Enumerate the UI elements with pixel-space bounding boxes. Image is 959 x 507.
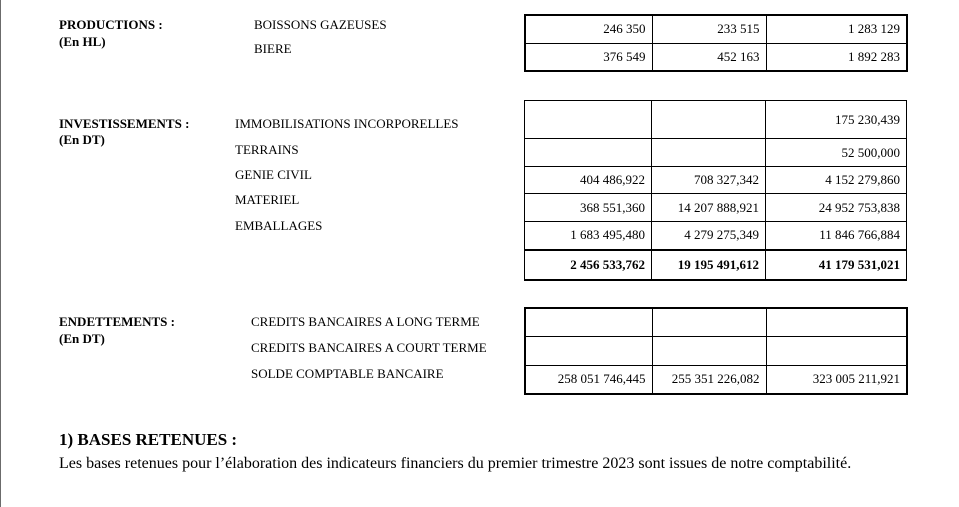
table-cell: [525, 101, 652, 139]
endettements-table: [524, 307, 908, 395]
total-cell: 2 456 533,762: [525, 250, 652, 280]
table-cell: [652, 101, 766, 139]
total-cell: 41 179 531,021: [766, 250, 907, 280]
table-cell: [525, 308, 652, 336]
table-cell: 14 207 888,921: [652, 194, 766, 222]
table-cell: 255 351 226,082: [652, 365, 766, 394]
table-cell: 233 515: [652, 15, 766, 43]
table-row: [525, 308, 907, 336]
table-cell: 4 279 275,349: [652, 222, 766, 250]
table-cell: [525, 336, 652, 365]
table-cell: 246 350: [525, 15, 652, 43]
table-cell: [525, 139, 652, 167]
table-cell: 708 327,342: [652, 167, 766, 194]
table-cell: 404 486,922: [525, 167, 652, 194]
table-row: [525, 336, 907, 365]
table-cell: 376 549: [525, 43, 652, 71]
table-cell: 1 283 129: [766, 15, 907, 43]
production-label-boissons: BOISSONS GAZEUSES: [254, 17, 387, 32]
table-cell: 175 230,439: [766, 101, 907, 139]
table-row: [525, 222, 907, 250]
table-cell: 11 846 766,884: [766, 222, 907, 250]
table-cell: 258 051 746,445: [525, 365, 652, 394]
invest-label-terrains: TERRAINS: [235, 142, 299, 157]
table-cell: [766, 336, 907, 365]
table-row: [525, 167, 907, 194]
table-row: [525, 101, 907, 139]
investissements-table: [524, 100, 907, 281]
production-label-biere: BIERE: [254, 41, 292, 56]
table-row: [525, 365, 907, 394]
page-edge-line: [0, 0, 1, 507]
bases-heading: 1) BASES RETENUES :: [59, 430, 238, 449]
table-row: [525, 194, 907, 222]
table-cell: 24 952 753,838: [766, 194, 907, 222]
table-cell: [652, 139, 766, 167]
table-cell: [766, 308, 907, 336]
table-cell: [652, 308, 766, 336]
invest-label-immobilisations: IMMOBILISATIONS INCORPORELLES: [235, 116, 459, 131]
productions-unit: (En HL): [59, 34, 106, 49]
table-cell: 52 500,000: [766, 139, 907, 167]
total-cell: 19 195 491,612: [652, 250, 766, 280]
investissements-unit: (En DT): [59, 132, 105, 147]
table-cell: 1 683 495,480: [525, 222, 652, 250]
endet-label-solde: SOLDE COMPTABLE BANCAIRE: [251, 366, 444, 381]
table-row: [525, 139, 907, 167]
invest-label-materiel: MATERIEL: [235, 192, 300, 207]
table-cell: 4 152 279,860: [766, 167, 907, 194]
invest-label-emballages: EMBALLAGES: [235, 218, 323, 233]
table-cell: [652, 336, 766, 365]
investissements-title: INVESTISSEMENTS :: [59, 116, 190, 131]
invest-label-genie-civil: GENIE CIVIL: [235, 167, 312, 182]
table-cell: 1 892 283: [766, 43, 907, 71]
bases-paragraph: Les bases retenues pour l’élaboration des indicateurs financiers du premier trimestre 2023 sont issues de notre comptabilité.: [59, 455, 852, 472]
table-cell: 368 551,360: [525, 194, 652, 222]
table-cell: 323 005 211,921: [766, 365, 907, 394]
endet-label-court-terme: CREDITS BANCAIRES A COURT TERME: [251, 340, 487, 355]
endet-label-long-terme: CREDITS BANCAIRES A LONG TERME: [251, 314, 480, 329]
productions-title: PRODUCTIONS :: [59, 17, 163, 32]
endettements-title: ENDETTEMENTS :: [59, 314, 175, 329]
table-cell: 452 163: [652, 43, 766, 71]
endettements-unit: (En DT): [59, 331, 105, 346]
table-row: [525, 43, 907, 71]
table-row: [525, 15, 907, 43]
total-row: [525, 250, 907, 280]
productions-table: [524, 14, 908, 72]
